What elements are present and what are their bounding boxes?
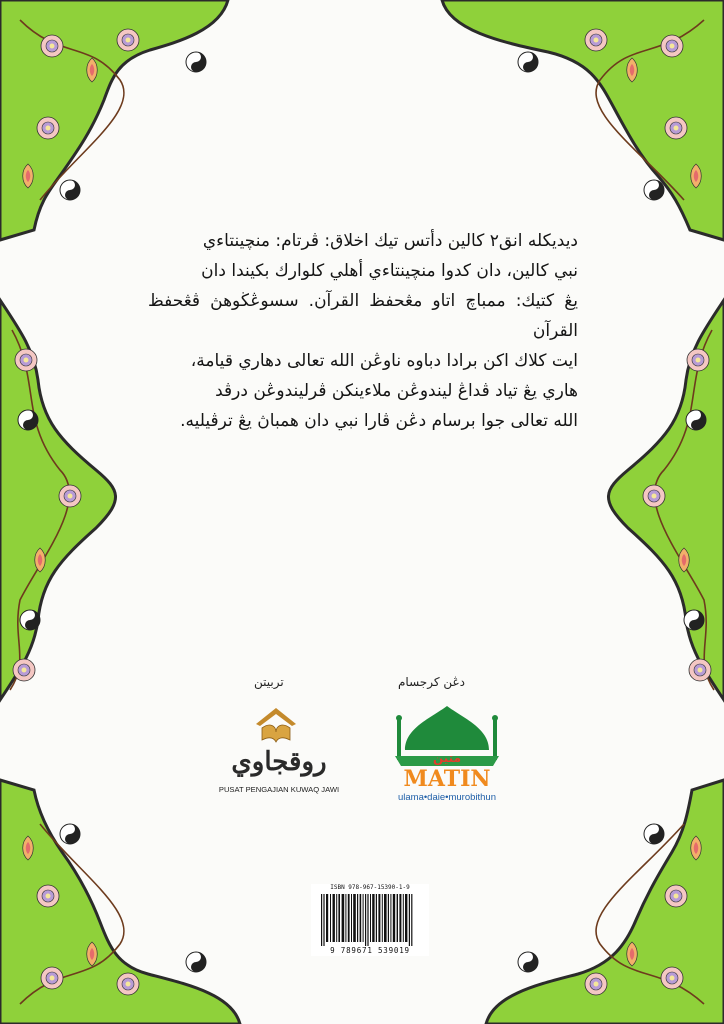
publisher-caption: تربيتن (254, 675, 284, 689)
text-line: يڠ كتيك: ممباچ اتاو مڠحفظ القرآن. سسوڠڬوهڽ ڤڠحفظ القرآن (148, 291, 578, 341)
text-line: هاري يڠ تياد ڤداڠ ليندوڠن ملاءينكن ڤرليندوڠن درڤد (215, 381, 578, 401)
matin-arabic-wordmark: متين (432, 751, 462, 765)
text-line: ديديكله انق٢ كالين دأتس تيك اخلاق: ڤرتام: منچينتاءي (202, 231, 578, 251)
text-line: نبي كالين، دان كدوا منچينتاءي أهلي كلوارك بكيندا دان (201, 261, 578, 281)
kuwaq-arabic-wordmark: روقجاوي (231, 747, 327, 777)
partner-caption: دڠن كرجسام (398, 675, 465, 689)
book-icon (256, 708, 296, 726)
body-paragraph (148, 226, 578, 436)
kuwaq-jawi-logo (212, 700, 346, 800)
matin-logo (385, 700, 509, 810)
matin-tagline: ulama•daie•murobithun (397, 792, 497, 803)
text-line: ايت كلاك اكن برادا دباوه ناوڠن الله تعالى دهاري قيامة، (190, 351, 578, 371)
matin-name: MATIN (403, 766, 491, 792)
kuwaq-latin-name: PUSAT PENGAJIAN KUWAQ JAWI (218, 785, 340, 794)
isbn-digits: 9 789671 539019 (330, 946, 410, 955)
isbn-barcode (311, 884, 429, 956)
mosque-dome-icon (405, 706, 489, 750)
isbn-label: ISBN 978-967-15390-1-9 (330, 884, 410, 891)
text-line: الله تعالى جوا برسام دڠن ڤارا نبي دان همباڽ يڠ ترڤيليه. (180, 411, 578, 431)
